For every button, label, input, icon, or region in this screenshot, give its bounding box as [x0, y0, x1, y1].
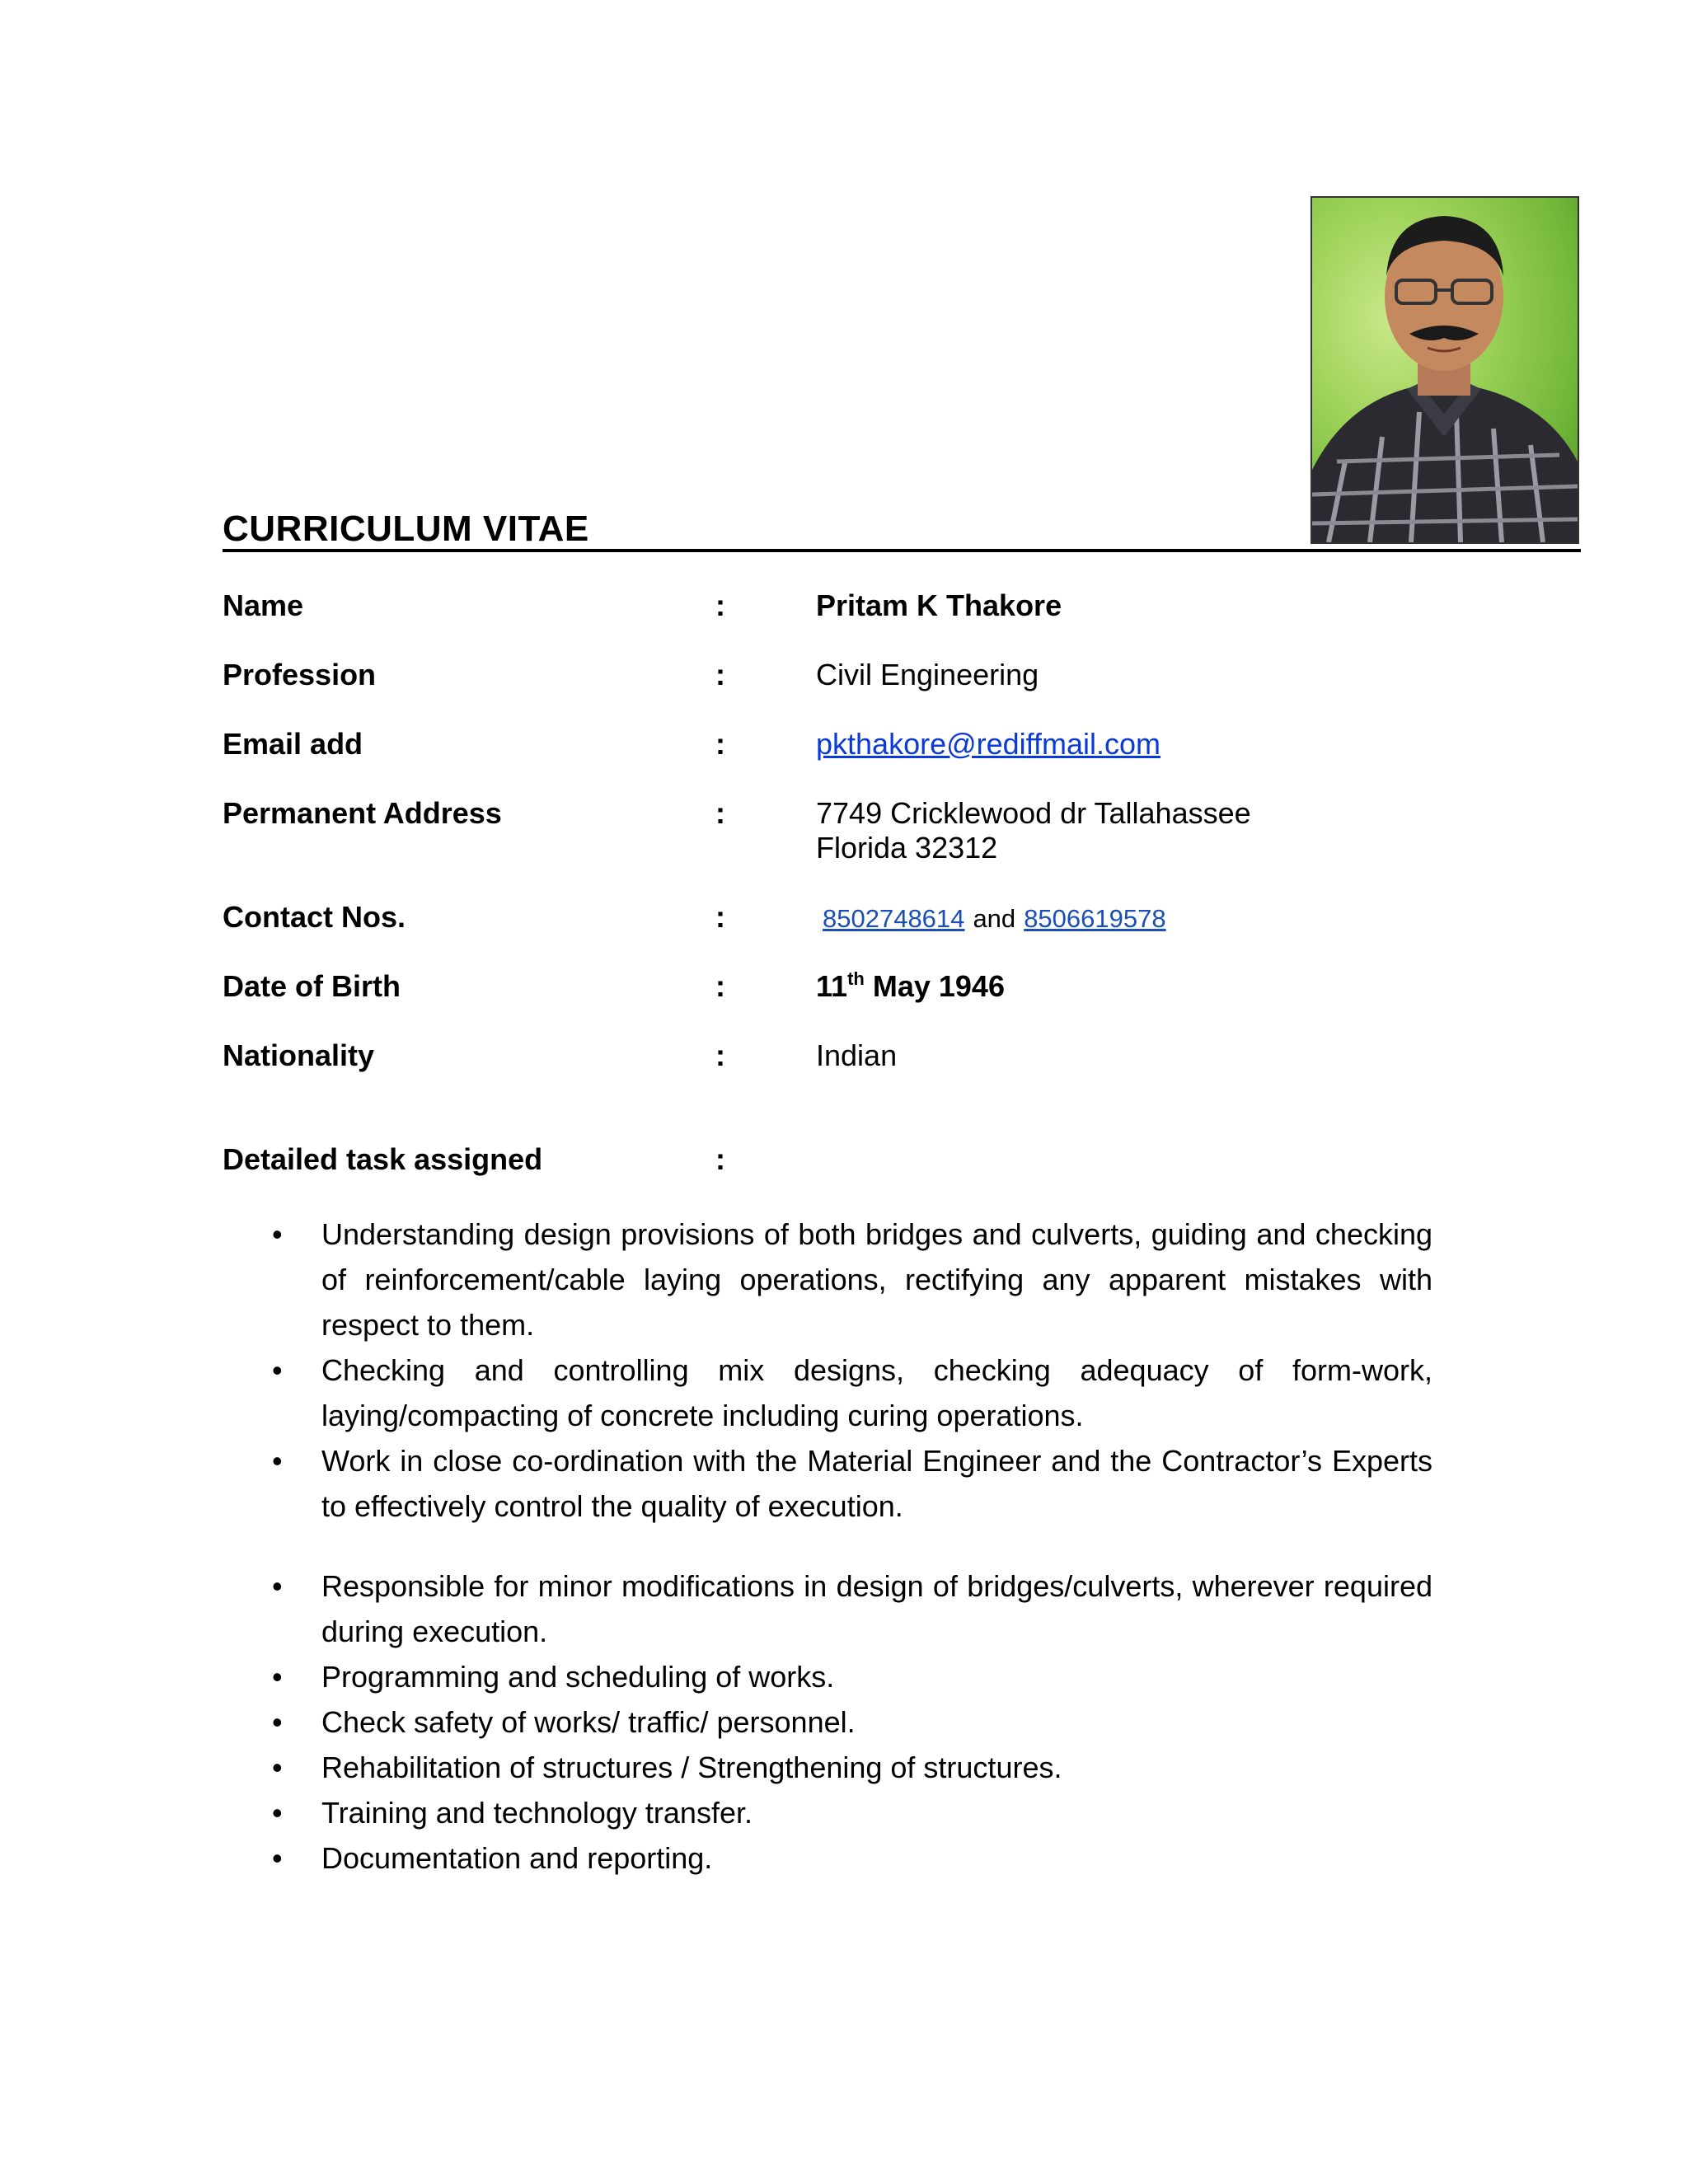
dob-month-year: May 1946 [872, 969, 1005, 1003]
field-label-address: Permanent Address [223, 796, 502, 830]
dob-day-suffix: th [847, 968, 865, 989]
list-item: • Training and technology transfer. [272, 1790, 1432, 1835]
list-item: • Rehabilitation of structures / Strengthening of structures. [272, 1745, 1432, 1790]
field-label-contact: Contact Nos. [223, 900, 406, 934]
field-label-dob: Date of Birth [223, 969, 401, 1003]
list-item: • Programming and scheduling of works. [272, 1654, 1432, 1699]
address-line-2: Florida 32312 [816, 831, 998, 865]
page-title: CURRICULUM VITAE [223, 509, 589, 549]
field-colon: : [715, 1038, 725, 1072]
tasks-heading: Detailed task assigned [223, 1142, 543, 1176]
task-list [272, 1212, 1432, 1881]
field-colon: : [715, 1142, 725, 1176]
field-label-email: Email add [223, 727, 363, 761]
phone-link-1[interactable]: 8502748614 [823, 904, 965, 933]
field-label-name: Name [223, 588, 304, 622]
list-item: • Work in close co-ordination with the Material Engineer and the Contractor’s Experts to effectively control the quality of execution. [272, 1438, 1432, 1529]
list-item: • Checking and controlling mix designs, checking adequacy of form-work, laying/compacting of concrete including curing operations. [272, 1347, 1432, 1438]
address-line-1: 7749 Cricklewood dr Tallahassee [816, 796, 1251, 830]
list-item: • Understanding design provisions of both bridges and culverts, guiding and checking of reinforcement/cable laying operations, rectifying any apparent mistakes with respect to them. [272, 1212, 1432, 1347]
field-colon: : [715, 727, 725, 761]
field-colon: : [715, 658, 725, 691]
portrait-photo-icon [1311, 196, 1579, 544]
email-link[interactable]: pkthakore@rediffmail.com [816, 727, 1161, 761]
field-label-profession: Profession [223, 658, 377, 691]
field-colon: : [715, 796, 725, 830]
title-underline-divider [223, 549, 1581, 552]
field-colon: : [715, 588, 725, 622]
phone-link-2[interactable]: 8506619578 [1024, 904, 1166, 933]
list-item: • Documentation and reporting. [272, 1835, 1432, 1881]
field-value-profession: Civil Engineering [816, 658, 1039, 691]
field-label-nationality: Nationality [223, 1038, 375, 1072]
field-colon: : [715, 900, 725, 934]
field-value-nationality: Indian [816, 1038, 898, 1072]
list-item: • Check safety of works/ traffic/ personnel. [272, 1699, 1432, 1745]
field-colon: : [715, 969, 725, 1003]
list-item: • Responsible for minor modifications in design of bridges/culverts, wherever required during execution. [272, 1563, 1432, 1654]
phone-joiner: and [973, 904, 1016, 933]
dob-day: 11 [816, 969, 848, 1003]
field-value-name: Pritam K Thakore [816, 588, 1062, 622]
